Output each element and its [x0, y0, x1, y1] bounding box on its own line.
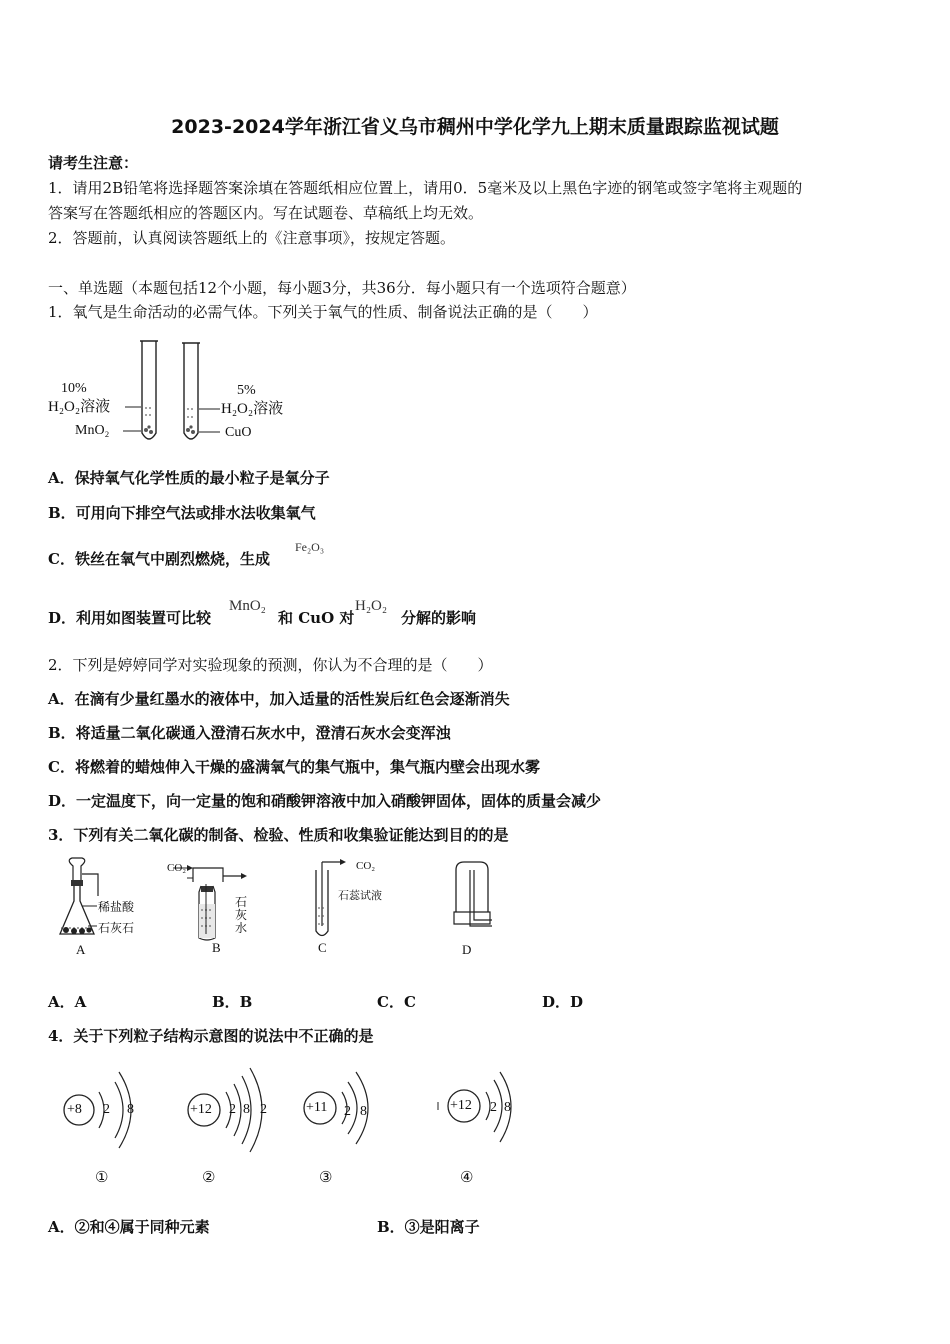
q3-figure-d	[440, 856, 510, 961]
q2-option-d: D．一定温度下，向一定量的饱和硝酸钾溶液中加入硝酸钾固体，固体的质量会减少	[48, 792, 602, 810]
q4-option-b: B．③是阳离子	[377, 1218, 480, 1236]
left-concentration: 10%	[61, 381, 87, 396]
atom2-label: ②	[202, 1170, 216, 1186]
q3b-liquid-label: 石灰水	[235, 895, 248, 935]
q3d-letter: D	[462, 942, 472, 957]
q1-option-c: C．铁丝在氧气中剧烈燃烧，生成	[48, 550, 270, 568]
atom3-shell-2: 8	[360, 1104, 367, 1119]
q1-option-a: A．保持氧气化学性质的最小粒子是氧分子	[48, 469, 330, 487]
q3-figure-a	[52, 856, 142, 961]
q3-option-b: B．B	[212, 993, 253, 1011]
atom1-nucleus: +8	[67, 1102, 82, 1117]
q3-option-a: A．A	[48, 993, 87, 1011]
atom1-label: ①	[95, 1170, 109, 1186]
atom1-shell-1: 2	[103, 1102, 110, 1117]
left-test-tube	[123, 341, 158, 439]
notice-line1b: 答案写在答题纸相应的答题区内。写在试题卷、草稿纸上均无效。	[48, 204, 484, 222]
section-heading: 一、单选题（本题包括12个小题，每小题3分，共36分．每小题只有一个选项符合题意）	[48, 279, 636, 297]
q3c-letter: C	[318, 940, 327, 955]
q3-option-c: C．C	[377, 993, 416, 1011]
q4-atom-3	[298, 1062, 408, 1202]
atom2-shell-2: 8	[243, 1102, 250, 1117]
q3-stem: 3．下列有关二氧化碳的制备、检验、性质和收集验证能达到目的的是	[48, 826, 509, 844]
q1-stem: 1．氧气是生命活动的必需气体。下列关于氧气的性质、制备说法正确的是（ ）	[48, 303, 598, 321]
q3-figure-b	[165, 856, 265, 961]
q1-option-d-formula2: H₂O₂	[355, 598, 388, 614]
q1-option-d-pre: D．利用如图装置可比较	[48, 609, 212, 627]
atom1-shell-2: 8	[127, 1102, 134, 1117]
atom4-shell-2: 8	[504, 1100, 511, 1115]
notice-heading: 请考生注意：	[48, 154, 139, 172]
q4-option-a: A．②和④属于同种元素	[48, 1218, 210, 1236]
q3c-liquid-label: 石蕊试液	[338, 889, 382, 902]
right-test-tube	[182, 343, 220, 439]
notice-line2: 2．答题前，认真阅读答题纸上的《注意事项》，按规定答题。	[48, 229, 456, 247]
atom4-nucleus: +12	[450, 1098, 472, 1113]
q2-stem: 2．下列是婷婷同学对实验现象的预测，你认为不合理的是（ ）	[48, 656, 493, 674]
atom4-shell-1: 2	[490, 1100, 497, 1115]
atom2-shell-1: 2	[229, 1102, 236, 1117]
q2-option-c: C．将燃着的蜡烛伸入干燥的盛满氧气的集气瓶中，集气瓶内壁会出现水雾	[48, 758, 540, 776]
q4-atom-1	[55, 1062, 165, 1202]
q1-option-c-formula: Fe₂O₃	[295, 540, 325, 554]
q3b-letter: B	[212, 940, 221, 955]
q3-figure-c	[300, 856, 400, 961]
atom2-nucleus: +12	[190, 1102, 212, 1117]
q1-option-d-formula1: MnO₂	[229, 598, 266, 614]
q4-atom-4	[432, 1062, 542, 1202]
q1-figure-test-tubes	[45, 333, 305, 448]
q3a-stone-label: 石灰石	[98, 921, 135, 935]
q2-option-b: B．将适量二氧化碳通入澄清石灰水中，澄清石灰水会变浑浊	[48, 724, 451, 742]
atom3-label: ③	[319, 1170, 333, 1186]
atom4-label: ④	[460, 1170, 474, 1186]
right-solution-label: H₂O₂溶液	[221, 401, 284, 417]
page-title: 2023-2024学年浙江省义乌市稠州中学化学九上期末质量跟踪监视试题	[171, 116, 779, 138]
q3a-letter: A	[76, 942, 86, 957]
atom3-nucleus: +11	[306, 1100, 328, 1115]
q2-option-a: A．在滴有少量红墨水的液体中，加入适量的活性炭后红色会逐渐消失	[48, 690, 510, 708]
left-catalyst-label: MnO₂	[75, 423, 110, 438]
q1-option-b: B．可用向下排空气法或排水法收集氧气	[48, 504, 316, 522]
q1-option-d-post: 分解的影响	[401, 609, 477, 627]
q4-stem: 4．关于下列粒子结构示意图的说法中不正确的是	[48, 1027, 374, 1045]
atom2-shell-3: 2	[260, 1102, 267, 1117]
right-concentration: 5%	[237, 383, 256, 398]
right-catalyst-label: CuO	[225, 425, 252, 440]
atom3-shell-1: 2	[344, 1104, 351, 1119]
q3b-gas-label: CO₂	[167, 862, 187, 874]
q3a-acid-label: 稀盐酸	[98, 900, 135, 914]
q3c-gas-label: CO₂	[356, 860, 376, 872]
notice-line1a: 1．请用2B铅笔将选择题答案涂填在答题纸相应位置上，请用0．5毫米及以上黑色字迹的钢笔或签字笔将主观题的	[48, 179, 803, 197]
q3-option-d: D．D	[542, 993, 584, 1011]
q4-atom-2	[180, 1062, 290, 1202]
q1-option-d-mid: 和 CuO 对	[278, 609, 355, 627]
left-solution-label: H₂O₂溶液	[48, 399, 111, 415]
